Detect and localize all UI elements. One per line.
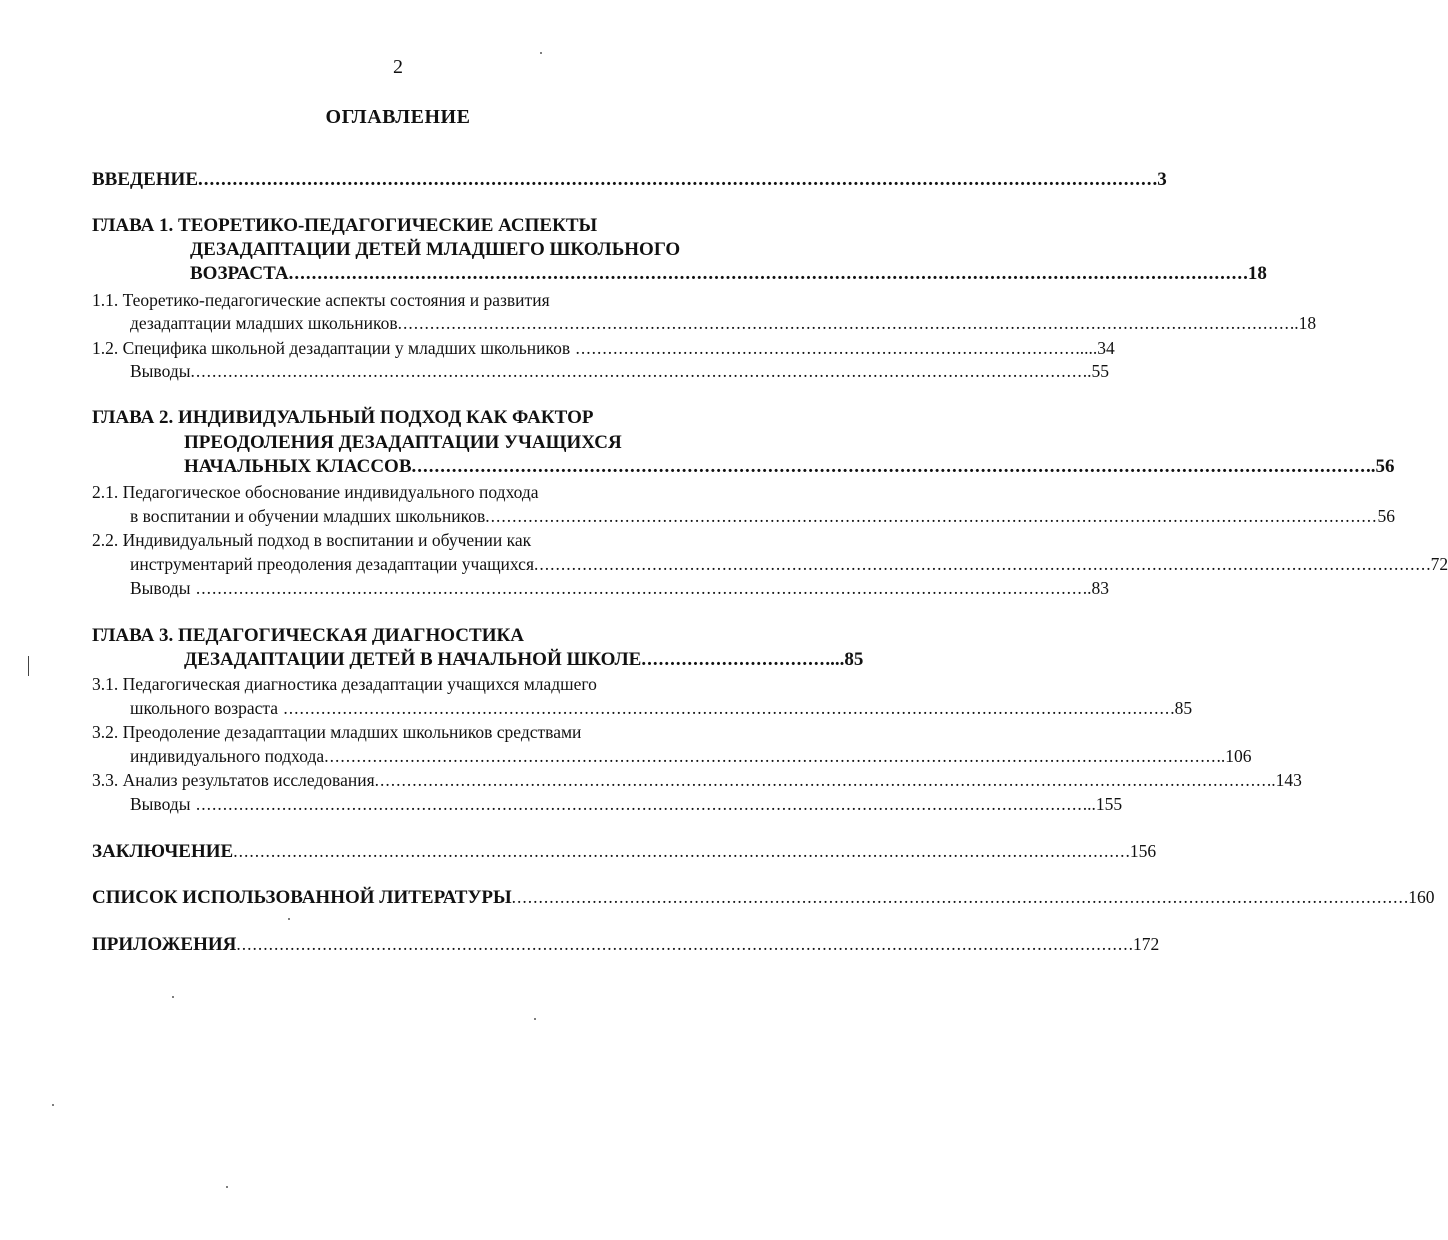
chapter1-heading-line2[interactable]: ДЕЗАДАПТАЦИИ ДЕТЕЙ МЛАДШЕГО ШКОЛЬНОГО: [190, 239, 681, 260]
toc-entry-page: ..106: [1216, 746, 1252, 766]
toc-entry-section-3-1[interactable]: [130, 696, 1193, 720]
chapter3-heading-line1[interactable]: ГЛАВА 3. ПЕДАГОГИЧЕСКАЯ ДИАГНОСТИКА: [92, 625, 524, 646]
toc-entry-section-1-1[interactable]: [130, 311, 1317, 335]
scan-speck: [288, 918, 290, 920]
scan-mark: [28, 656, 29, 676]
scan-speck: [534, 1018, 536, 1020]
toc-entry-section-3-2[interactable]: [130, 744, 1252, 768]
dot-leader: ......................................................................................................................................................................: [534, 554, 1427, 574]
toc-entry-page: ..83: [1082, 578, 1109, 598]
toc-entry-page: ..56: [1366, 456, 1395, 477]
toc-entry-page: .3: [1152, 169, 1167, 190]
dot-leader: ......................................................................................................................................................................: [236, 934, 1129, 954]
toc-entry-section-2-1[interactable]: [130, 504, 1395, 528]
toc-entry-conclusion[interactable]: [92, 839, 1157, 863]
toc-entry-appendices[interactable]: [92, 932, 1160, 956]
toc-entry-section-3-3[interactable]: [92, 768, 1302, 792]
dot-leader: ......................................................................................................................................................................: [485, 506, 1378, 526]
toc-entry-label: Выводы: [130, 361, 191, 381]
dot-leader: .....................................................................................................................................................................: [190, 794, 1083, 814]
toc-entry-label: 3.3. Анализ результатов исследования: [92, 770, 375, 790]
toc-entry-label: СПИСОК ИСПОЛЬЗОВАННОЙ ЛИТЕРАТУРЫ: [92, 887, 512, 908]
dot-leader: .............................................................................................: [570, 338, 1076, 358]
section-2-2-line1[interactable]: 2.2. Индивидуальный подход в воспитании и обучении как: [92, 530, 532, 550]
toc-entry-page: .18: [1243, 263, 1267, 284]
toc-entry-label: дезадаптации младших школьников: [130, 313, 398, 333]
toc-entry-page: .....34: [1075, 338, 1115, 358]
scan-speck: [226, 1186, 228, 1188]
toc-entry-intro[interactable]: [92, 168, 1167, 192]
toc-entry-label: Выводы: [130, 794, 191, 814]
toc-entry-page: ..55: [1082, 361, 1109, 381]
chapter1-heading-line1[interactable]: ГЛАВА 1. ТЕОРЕТИКО-ПЕДАГОГИЧЕСКИЕ АСПЕКТЫ: [92, 215, 598, 236]
section-2-1-line1[interactable]: 2.1. Педагогическое обоснование индивидуального подхода: [92, 482, 539, 502]
dot-leader: ......................................................................................................................................................................: [397, 313, 1290, 333]
dot-leader: ......................................................................................................................................................................: [190, 361, 1083, 381]
toc-entry-page: ....85: [825, 649, 864, 670]
dot-leader: ......................................................................................................................................................................: [233, 841, 1126, 861]
scan-speck: [172, 996, 174, 998]
toc-entry-label: индивидуального подхода: [130, 746, 325, 766]
dot-leader: ......................................................................................................................................................................: [198, 169, 1153, 190]
toc-entry-page: 56: [1377, 506, 1395, 526]
toc-entry-label: ПРИЛОЖЕНИЯ: [92, 934, 237, 955]
dot-leader: ................................: [641, 649, 826, 670]
chapter2-heading-line2[interactable]: ПРЕОДОЛЕНИЯ ДЕЗАДАПТАЦИИ УЧАЩИХСЯ: [184, 432, 622, 453]
section-3-2-line1[interactable]: 3.2. Преодоление дезадаптации младших школьников средствами: [92, 722, 582, 742]
scan-speck: [52, 1104, 54, 1106]
toc-entry-label: 1.2. Специфика школьной дезадаптации у младших школьников: [92, 338, 571, 358]
toc-entry-page: ..18: [1289, 313, 1317, 333]
toc-entry-section-1-2[interactable]: [92, 336, 1115, 360]
toc-entry-page: .72: [1426, 554, 1448, 574]
toc-entry-page: ...155: [1082, 794, 1123, 814]
toc-entry-label: в воспитании и обучении младших школьников: [130, 506, 486, 526]
dot-leader: ......................................................................................................................................................................: [411, 456, 1367, 477]
toc-entry-page: .156: [1125, 841, 1157, 861]
toc-entry-label: школьного возраста: [130, 698, 279, 718]
toc-entry-chapter1[interactable]: [190, 262, 1267, 286]
toc-entry-label: ВВЕДЕНИЕ: [92, 169, 198, 190]
toc-entry-label: ЗАКЛЮЧЕНИЕ: [92, 841, 234, 862]
scan-speck: [540, 52, 542, 54]
toc-entry-chapter2[interactable]: [184, 455, 1395, 479]
toc-entry-section-2-2[interactable]: [130, 552, 1448, 576]
toc-entry-references[interactable]: [92, 885, 1435, 909]
toc-entry-label: НАЧАЛЬНЫХ КЛАССОВ: [184, 456, 412, 477]
chapter2-heading-line1[interactable]: ГЛАВА 2. ИНДИВИДУАЛЬНЫЙ ПОДХОД КАК ФАКТОР: [92, 407, 594, 428]
toc-entry-page: .172: [1128, 934, 1160, 954]
toc-entry-chapter1-conclusions[interactable]: [130, 359, 1109, 383]
dot-leader: ......................................................................................................................................................................: [374, 770, 1267, 790]
section-3-1-line1[interactable]: 3.1. Педагогическая диагностика дезадаптации учащихся младшего: [92, 674, 597, 694]
section-1-1-line1[interactable]: 1.1. Теоретико-педагогические аспекты состояния и развития: [92, 290, 550, 310]
dot-leader: .....................................................................................................................................................................: [190, 578, 1083, 598]
toc-entry-label: инструментарий преодоления дезадаптации учащихся: [130, 554, 534, 574]
toc-entry-page: ..143: [1266, 770, 1302, 790]
toc-entry-page: .85: [1170, 698, 1193, 718]
page-number: 2: [393, 56, 403, 78]
toc-entry-chapter3-conclusions[interactable]: [130, 792, 1123, 816]
toc-title: ОГЛАВЛЕНИЕ: [325, 106, 471, 128]
toc-entry-chapter2-conclusions[interactable]: [130, 576, 1109, 600]
dot-leader: .....................................................................................................................................................................: [278, 698, 1171, 718]
dot-leader: ......................................................................................................................................................................: [511, 887, 1404, 907]
toc-entry-label: ДЕЗАДАПТАЦИИ ДЕТЕЙ В НАЧАЛЬНОЙ ШКОЛЕ: [184, 649, 642, 670]
toc-entry-label: ВОЗРАСТА: [190, 263, 289, 284]
toc-entry-label: Выводы: [130, 578, 191, 598]
dot-leader: ......................................................................................................................................................................: [288, 263, 1244, 284]
toc-entry-page: .160: [1403, 887, 1435, 907]
dot-leader: ......................................................................................................................................................................: [324, 746, 1217, 766]
toc-entry-chapter3[interactable]: [184, 648, 864, 672]
